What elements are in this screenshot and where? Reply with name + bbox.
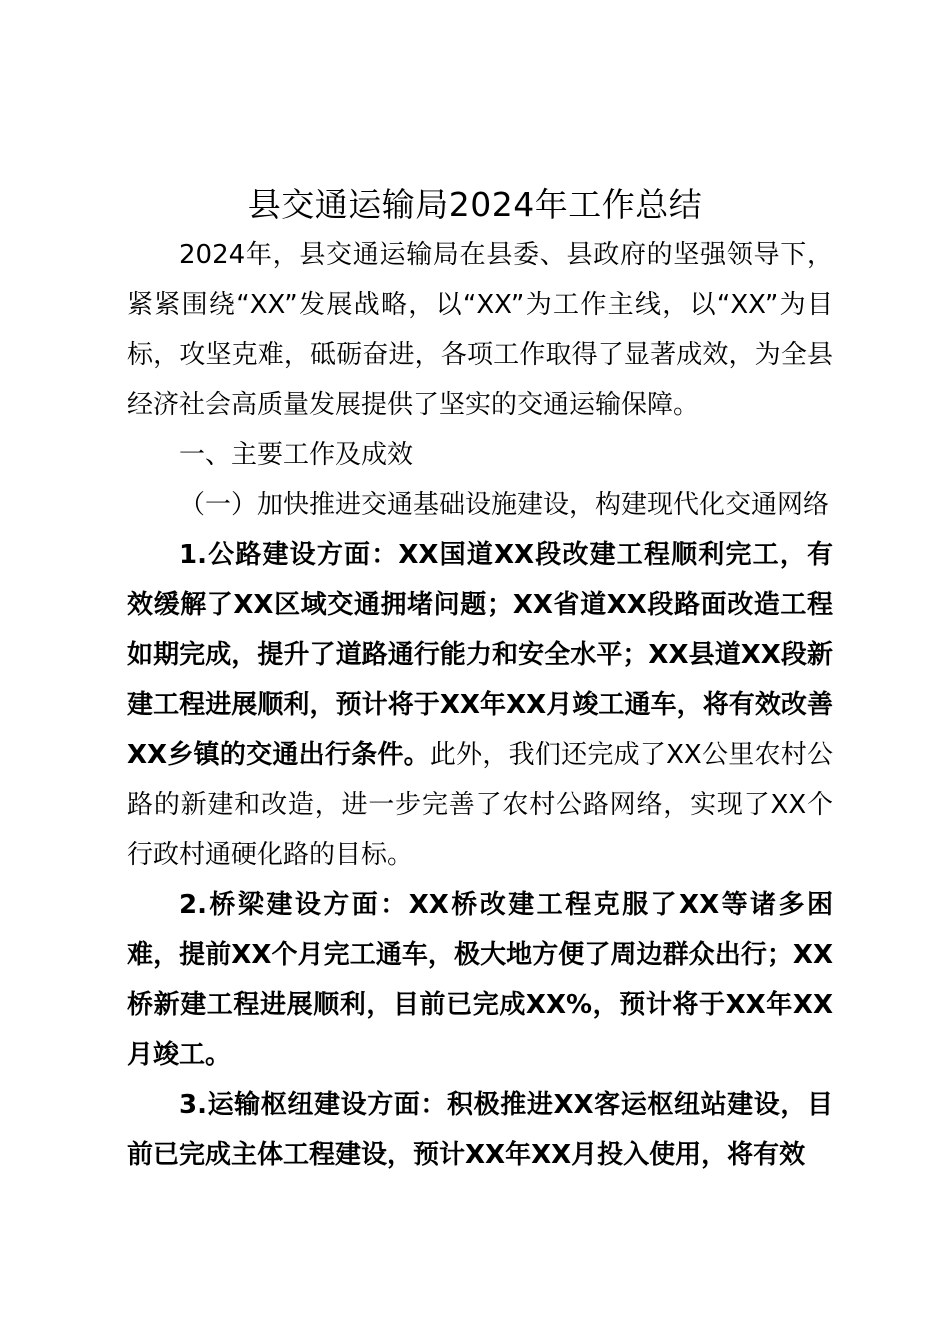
intro-paragraph: 2024年，县交通运输局在县委、县政府的坚强领导下，紧紧围绕“XX”发展战略，以“XX”为工作主线，以“XX”为目标，攻坚克难，砥砺奋进，各项工作取得了显著成效，为全县经济社会高质量发展提供了坚实的交通运输保障。 [127, 240, 833, 420]
subsection-heading: （一）加快推进交通基础设施建设，构建现代化交通网络 [179, 490, 830, 520]
item-2-bold-text: 2.桥梁建设方面：XX桥改建工程克服了XX等诸多困难，提前XX个月完工通车，极大地方便了周边群众出行；XX桥新建工程进展顺利，目前已完成XX%，预计将于XX年XX月竣工。 [127, 890, 833, 1070]
document-body [127, 230, 833, 1180]
section-heading: 一、主要工作及成效 [179, 440, 414, 470]
item-1-normal-text: 此外，我们还完成了XX公里农村公路的新建和改造，进一步完善了农村公路网络，实现了XX个行政村通硬化路的目标。 [127, 740, 834, 870]
item-1-paragraph [127, 530, 833, 880]
document-title: 县交通运输局2024年工作总结 [247, 185, 703, 224]
item-3-bold-text: 3.运输枢纽建设方面：积极推进XX客运枢纽站建设，目前已完成主体工程建设，预计XX年XX月投入使用，将有效 [127, 1090, 833, 1170]
item-3-paragraph [127, 1080, 833, 1180]
item-1-bold-text: 1.公路建设方面：XX国道XX段改建工程顺利完工，有效缓解了XX区域交通拥堵问题；XX省道XX段路面改造工程如期完成，提升了道路通行能力和安全水平；XX县道XX段新建工程进展顺利，预计将于XX年XX月竣工通车，将有效改善XX乡镇的交通出行条件。 [127, 540, 833, 770]
item-2-paragraph [127, 880, 833, 1080]
